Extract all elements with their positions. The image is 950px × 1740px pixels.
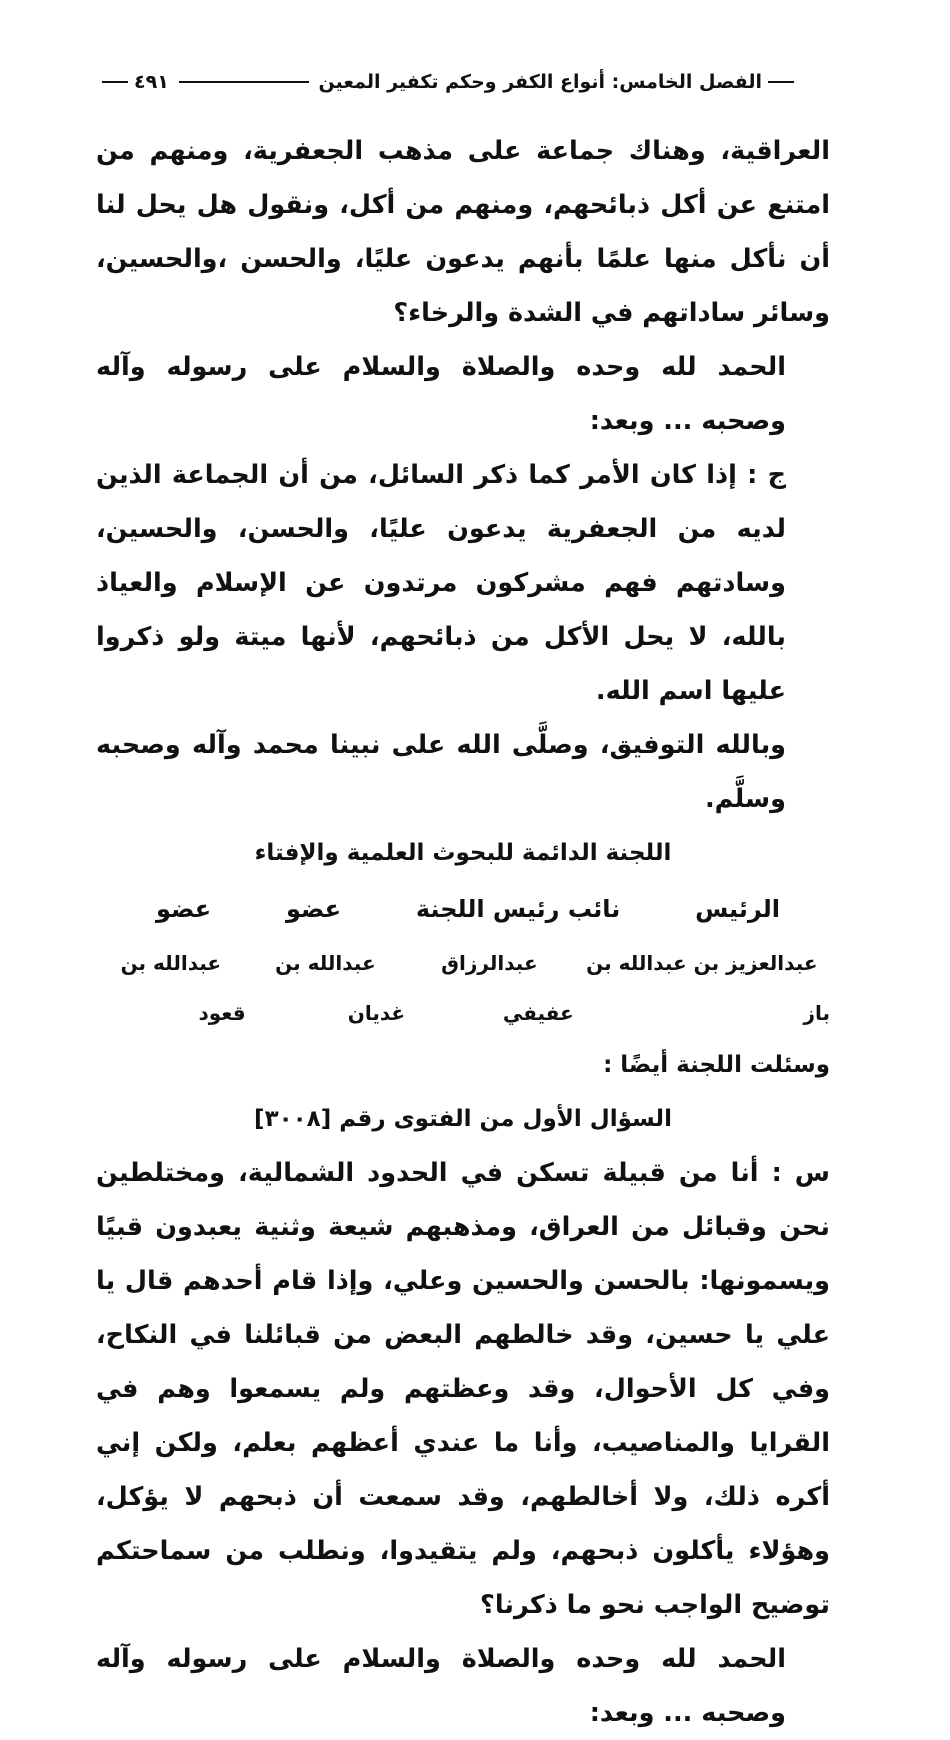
signatory-name: عبدالله بن قعود xyxy=(120,951,246,1025)
signatory-title: نائب رئيس اللجنة xyxy=(415,895,621,923)
signatory-name: عبدالعزيز بن عبدالله بن باز xyxy=(586,951,830,1025)
signatory-title: عضو xyxy=(285,895,342,923)
question-paragraph: س : أنا من قبيلة تسكن في الحدود الشمالية، ومختلطين نحن وقبائل من العراق، ومذهبهم شيعة وثنية يعبدون قبيًا ويسمونها: بالحسن والحسين وعلي، وإذا قام أحدهم قال يا علي يا حسين، وقد خالطهم البعض من قبائلنا في النكاح، وفي كل الأحوال، وقد وعظتهم ولم يسمعوا وهم في القرايا والمناصيب، وأنا ما عندي أعظهم بعلم، ولكن إني أكره ذلك، ولا أخالطهم، وقد سمعت أن ذبحهم لا يؤكل، وهؤلاء يأكلون ذبحهم، ولم يتقيدوا، ونطلب من سماحتكم توضيح الواجب نحو ما ذكرنا؟ xyxy=(96,1158,830,1620)
answer-paragraph: ج : إذا كان الأمر كما ذكر السائل، من أن الجماعة الذين لديه من الجعفرية يدعون عليًا، والحسن، والحسين، وسادتهم فهم مشركون مرتدون عن الإسلام والعياذ بالله، لا يحل الأكل من ذبائحهم، لأنها ميتة ولو ذكروا عليها اسم الله. xyxy=(96,460,786,706)
page-body xyxy=(96,124,830,1740)
committee-heading: اللجنة الدائمة للبحوث العلمية والإفتاء xyxy=(254,840,672,866)
signatory-names xyxy=(96,938,830,1038)
signatory-titles xyxy=(96,880,830,938)
fatwa-heading: السؤال الأول من الفتوى رقم [٣٠٠٨] xyxy=(254,1106,672,1132)
page-number: ٤٩١ xyxy=(134,71,169,93)
asked-also-line: وسئلت اللجنة أيضًا : xyxy=(603,1052,830,1078)
running-header xyxy=(96,66,800,98)
signatory-title: عضو xyxy=(156,895,212,923)
header-rule xyxy=(179,81,309,83)
signatory-title: الرئيس xyxy=(695,895,780,923)
signatory-name: عبدالرزاق عفيفي xyxy=(441,951,574,1025)
signatory-name: عبدالله بن غديان xyxy=(275,951,406,1025)
chapter-title: الفصل الخامس: أنواع الكفر وحكم تكفير المعين xyxy=(318,71,762,93)
hamd-paragraph: الحمد لله وحده والصلاة والسلام على رسوله وآله وصحبه ... وبعد: xyxy=(96,352,786,436)
hamd-paragraph: الحمد لله وحده والصلاة والسلام على رسوله وآله وصحبه ... وبعد: xyxy=(96,1644,786,1728)
header-rule-left xyxy=(102,81,128,83)
question-continuation: العراقية، وهناك جماعة على مذهب الجعفرية، ومنهم من امتنع عن أكل ذبائحهم، ومنهم من أكل، ونقول هل يحل لنا أن نأكل منها علمًا بأنهم يدعون عليًا، والحسن ،والحسين، وسائر ساداتهم في الشدة والرخاء؟ xyxy=(96,136,830,328)
header-rule-right xyxy=(768,81,794,83)
closing-paragraph: وبالله التوفيق، وصلَّى الله على نبينا محمد وآله وصحبه وسلَّم. xyxy=(96,730,786,814)
